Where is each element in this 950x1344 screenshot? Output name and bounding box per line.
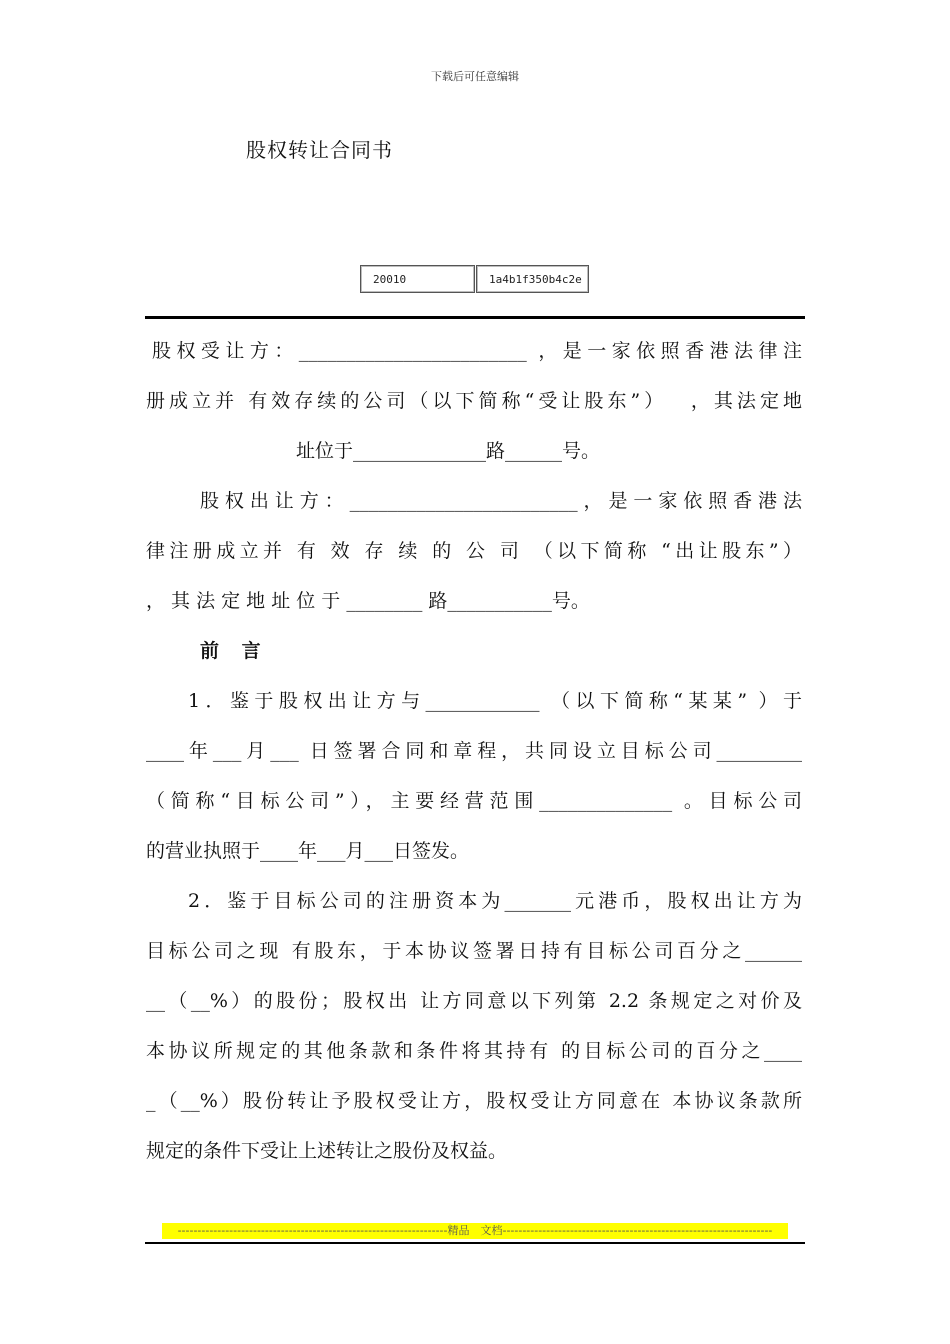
- transferor-line-3: ， 其 法 定 地 址 位 于 ________ 路___________号。: [146, 590, 590, 612]
- clause-2-line-1: 2．鉴于目标公司的注册资本为_______元港币，股权出让方为: [188, 890, 802, 912]
- transferor-line-2: 律注册成立并 有 效 存 续 的 公 司 （以下简称 “出让股东”）: [146, 540, 802, 562]
- transferor-line-1: 股权出让方：________________________，是一家依照香港法: [200, 490, 802, 512]
- clause-1-line-3: （简称“目标公司”），主要经营范围______________ 。目标公司: [146, 790, 802, 812]
- document-code-box-1: 20010: [360, 265, 475, 293]
- bottom-divider: [145, 1242, 805, 1244]
- transferee-line-2: 册成立并 有效存续的公司（以下简称“受让股东”） ，其法定地: [146, 390, 802, 412]
- clause-2-line-3: __（__%）的股份；股权出 让方同意以下列第 2.2 条规定之对价及: [146, 990, 802, 1012]
- preface-heading: 前 言: [200, 640, 269, 662]
- clause-1-line-1: 1．鉴于股权出让方与____________ （以下简称“某某” ）于: [188, 690, 802, 712]
- clause-2-line-5: _（__%）股份转让予股权受让方，股权受让方同意在 本协议条款所: [146, 1090, 802, 1112]
- footer-highlight-band: --------------------------------------------------------------------精品 文档--------------------------------------------------------------------: [162, 1223, 788, 1239]
- document-body: [146, 326, 802, 1176]
- top-divider: [145, 316, 805, 319]
- clause-1-line-2: ____年___月___ 日签署合同和章程，共同设立目标公司_________: [146, 740, 802, 762]
- clause-2-line-6: 规定的条件下受让上述转让之股份及权益。: [146, 1140, 508, 1162]
- clause-2-line-4: 本协议所规定的其他条款和条件将其持有 的目标公司的百分之____: [146, 1040, 802, 1062]
- transferee-line-1: 股权受让方：________________________ ，是一家依照香港法律注: [152, 340, 802, 362]
- top-note: 下载后可任意编辑: [431, 70, 519, 83]
- document-code-box-2: 1a4b1f350b4c2e: [476, 265, 589, 293]
- clause-2-line-2: 目标公司之现 有股东，于本协议签署日持有目标公司百分之______: [146, 940, 802, 962]
- document-title: 股权转让合同书: [246, 138, 393, 162]
- transferee-line-3: 址位于______________路______号。: [296, 440, 601, 462]
- clause-1-line-4: 的营业执照于____年___月___日签发。: [146, 840, 470, 862]
